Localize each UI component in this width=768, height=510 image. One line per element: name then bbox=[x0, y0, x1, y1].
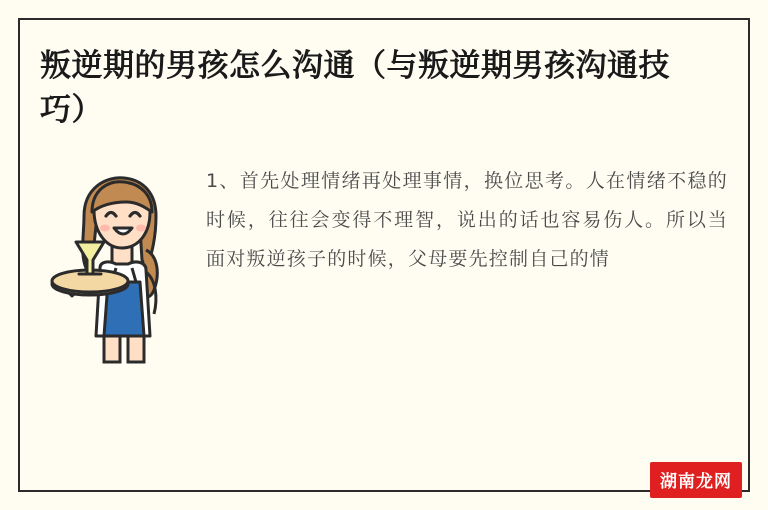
article-body bbox=[40, 158, 728, 364]
article-paragraph: 1、首先处理情绪再处理事情，换位思考。人在情绪不稳的时候，往往会变得不理智，说出的话也容易伤人。所以当面对叛逆孩子的时候，父母要先控制自己的情 bbox=[206, 170, 728, 270]
article-content bbox=[40, 44, 728, 480]
page-title: 叛逆期的男孩怎么沟通（与叛逆期男孩沟通技巧） bbox=[40, 48, 670, 129]
waitress-with-drink-tray-icon bbox=[46, 164, 186, 364]
watermark-badge: 湖南龙网 bbox=[650, 462, 742, 498]
